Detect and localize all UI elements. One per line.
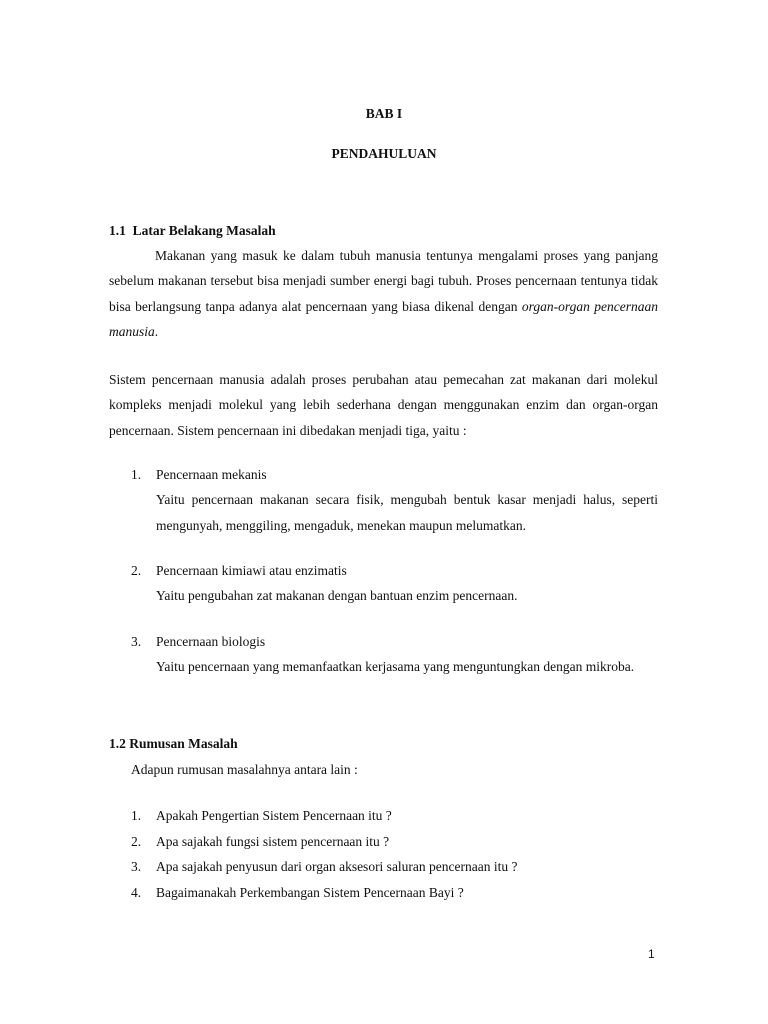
list-item xyxy=(131,854,658,880)
page-number: 1 xyxy=(648,947,655,961)
list-number: 1. xyxy=(131,808,142,823)
background-paragraph-2: Sistem pencernaan manusia adalah proses perubahan atau pemecahan zat makanan dari molekul kompleks menjadi molekul yang lebih sederhana dengan menggunakan enzim dan organ-organ pencernaan. Sistem pencernaan ini dibedakan menjadi tiga, yaitu : xyxy=(109,372,658,438)
list-number: 3. xyxy=(131,859,142,875)
list-item xyxy=(131,829,658,855)
paragraph-italic-term: organ-organ pencernaan manusia xyxy=(109,298,658,339)
digestion-types-list xyxy=(131,463,658,679)
chapter-label: BAB I xyxy=(365,106,403,121)
chapter-title: PENDAHULUAN xyxy=(331,146,437,161)
section-heading-1 xyxy=(109,223,276,239)
paragraph-end: . xyxy=(154,323,159,339)
list-number: 2. xyxy=(131,563,142,578)
list-item xyxy=(131,630,658,680)
section-heading-2: 1.2 Rumusan Masalah xyxy=(109,736,238,751)
question-text: Apakah Pengertian Sistem Pencernaan itu ? xyxy=(156,808,392,823)
list-item-description: Yaitu pencernaan makanan secara fisik, mengubah bentuk kasar menjadi halus, seperti mengunyah, menggiling, mengaduk, menekan maupun melumatkan. xyxy=(156,492,658,533)
question-text: Apa sajakah penyusun dari organ aksesori saluran pencernaan itu ? xyxy=(156,859,518,875)
problem-list xyxy=(131,803,658,906)
list-item-description: Yaitu pencernaan yang memanfaatkan kerjasama yang menguntungkan dengan mikroba. xyxy=(156,658,635,674)
list-item-description: Yaitu pengubahan zat makanan dengan bantuan enzim pencernaan. xyxy=(156,588,518,603)
paragraph-text: Makanan yang masuk ke dalam tubuh manusia tentunya mengalami proses yang panjang sebelum makanan tersebut bisa menjadi sumber energi bagi tubuh. Proses pencernaan tentunya tidak bisa berlangsung tanpa adanya alat pencernaan yang biasa dikenal dengan xyxy=(109,248,658,314)
list-item-title: Pencernaan mekanis xyxy=(156,467,267,482)
question-text: Bagaimanakah Perkembangan Sistem Pencernaan Bayi ? xyxy=(156,885,464,901)
question-text: Apa sajakah fungsi sistem pencernaan itu ? xyxy=(156,833,390,849)
list-number: 2. xyxy=(131,833,142,849)
list-item-title: Pencernaan biologis xyxy=(156,633,266,649)
background-paragraph-1 xyxy=(109,243,658,344)
list-item-title: Pencernaan kimiawi atau enzimatis xyxy=(156,563,347,578)
list-item xyxy=(131,463,658,538)
problem-intro: Adapun rumusan masalahnya antara lain : xyxy=(131,762,358,777)
section-number: 1.1 xyxy=(109,223,126,238)
list-item xyxy=(131,803,658,829)
list-number: 4. xyxy=(131,885,142,901)
list-number: 3. xyxy=(131,633,142,649)
list-number: 1. xyxy=(131,467,142,482)
list-item xyxy=(131,559,658,609)
section-title: Latar Belakang Masalah xyxy=(132,223,276,238)
list-item xyxy=(131,880,658,906)
